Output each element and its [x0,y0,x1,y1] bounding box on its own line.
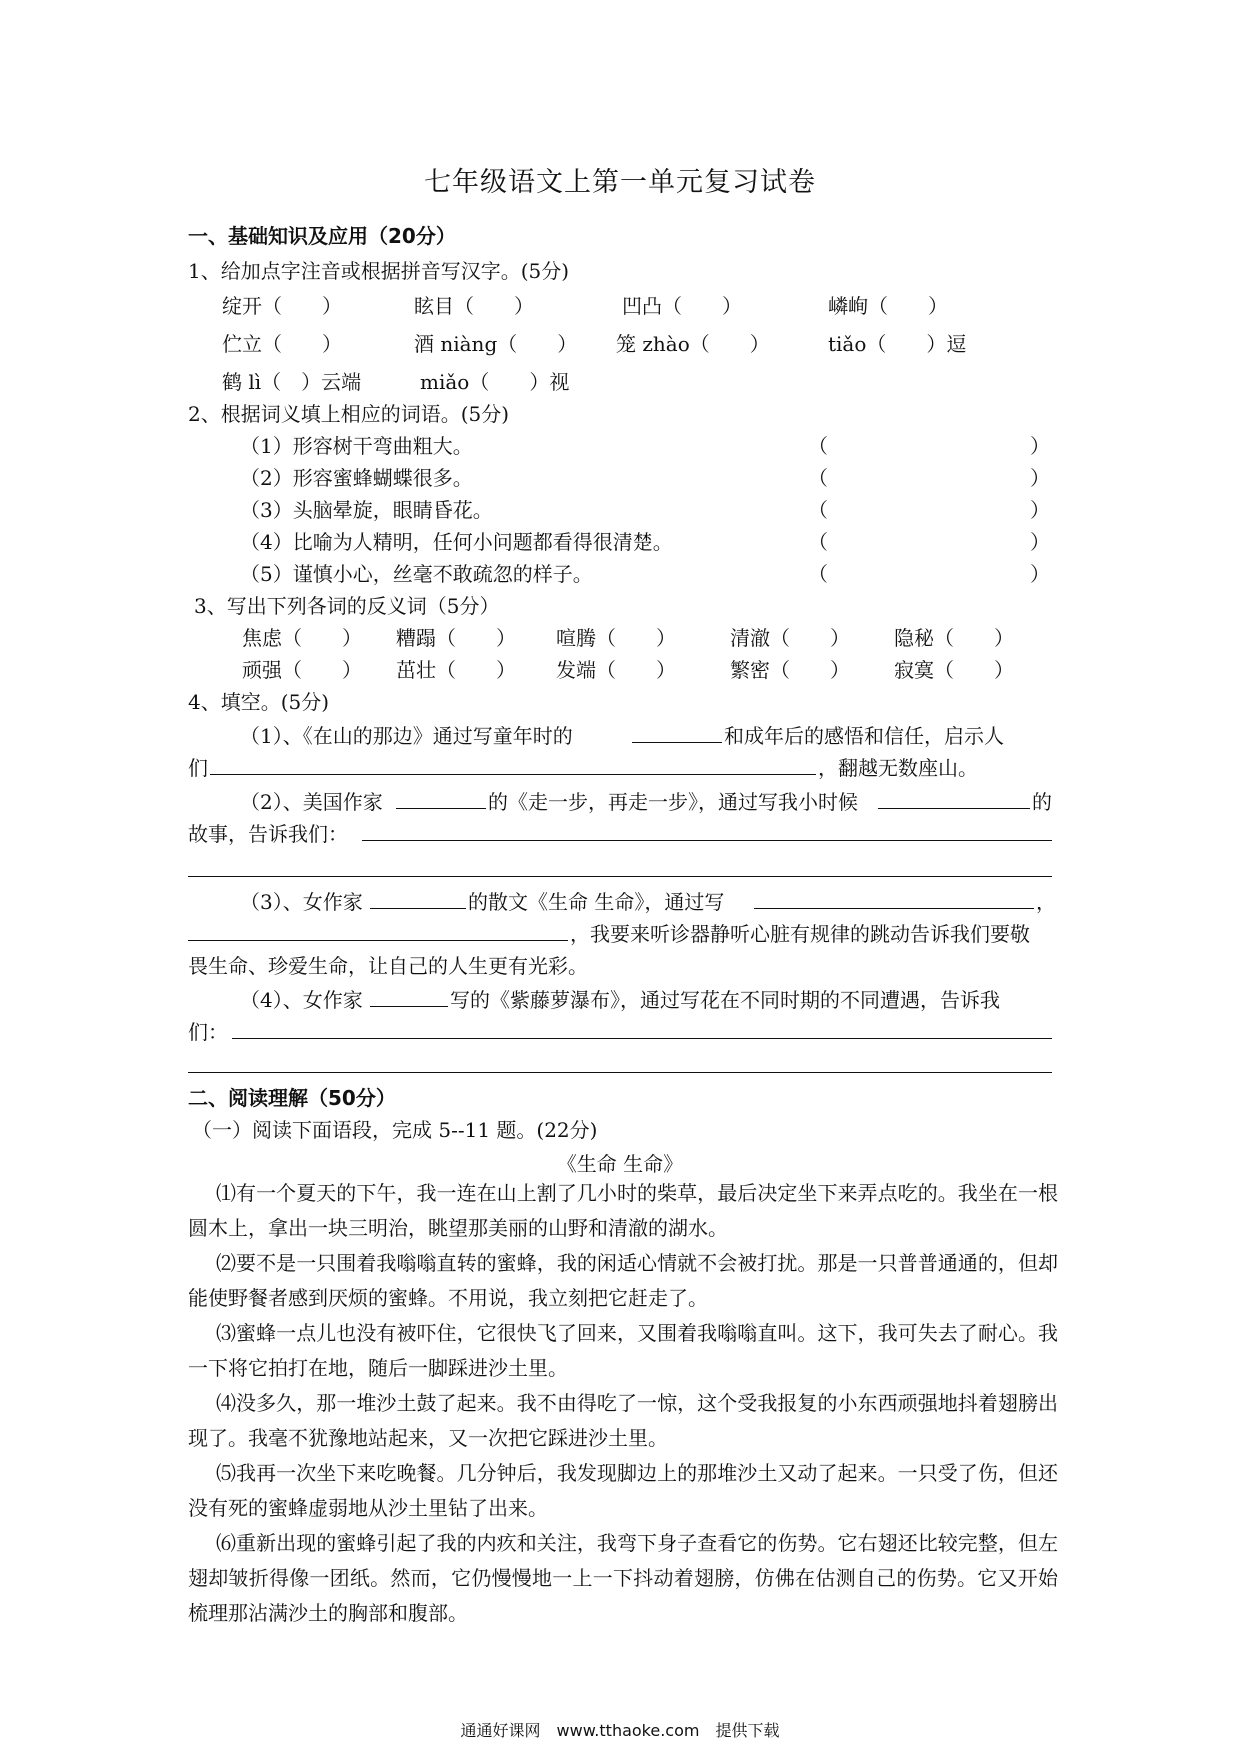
q4-prompt: 4、填空。(5分) [188,690,330,714]
fill-blank[interactable] [188,1072,1052,1073]
fill-blank[interactable] [632,742,722,743]
section1-heading: 一、基础知识及应用（20分） [188,224,456,248]
q3-item: 焦虑（ ） [242,626,362,650]
q4-text: 们 [188,756,208,780]
footer-text: 通通好课网 www.tthaoke.com 提供下载 [460,1721,780,1740]
q3-prompt: 3、写出下列各词的反义词（5分） [194,594,500,618]
q1-item: tiǎo（ ）逗 [828,332,967,356]
passage-paragraph: ⑹重新出现的蜜蜂引起了我的内疚和关注，我弯下身子查看它的伤势。它右翅还比较完整，但左翅却皱折得像一团纸。然而，它仍慢慢地一上一下抖动着翅膀，仿佛在估测自己的伤势。它又开始梳理那沾满沙土的胸部和腹部。 [188,1531,1058,1625]
q1-item: 嶙峋（ ） [828,294,948,318]
q4-text: ，我要来听诊器静听心脏有规律的跳动告诉我们要敬 [570,922,1030,946]
q3-item: 寂寞（ ） [894,658,1014,682]
fill-blank[interactable] [396,808,486,809]
q4-text: （1）、《在山的那边》通过写童年时的 [240,724,573,748]
q1-item: 凹凸（ ） [622,294,742,318]
q1-item: miǎo（ ）视 [420,370,570,394]
answer-paren-close: ） [1030,434,1050,458]
passage-title: 《生命 生命》 [556,1152,684,1176]
q3-item: 喧腾（ ） [556,626,676,650]
q3-item: 糟蹋（ ） [396,626,516,650]
fill-blank[interactable] [232,1038,1052,1039]
q4-text: 的 [1032,790,1052,814]
answer-paren-open[interactable]: （ [808,466,828,490]
answer-paren-open[interactable]: （ [808,562,828,586]
q4-text: 故事，告诉我们： [188,822,348,846]
page-title: 七年级语文上第一单元复习试卷 [424,167,816,198]
answer-paren-close: ） [1030,530,1050,554]
q4-text: （3）、女作家 [240,890,363,914]
section2-heading: 二、阅读理解（50分） [188,1086,396,1110]
fill-blank[interactable] [188,940,568,941]
answer-paren-close: ） [1030,498,1050,522]
q3-item: 清澈（ ） [730,626,850,650]
q4-text: 和成年后的感悟和信任，启示人 [724,724,1004,748]
section2-sub: （一）阅读下面语段，完成 5--11 题。(22分) [192,1118,598,1142]
q2-item: （4）比喻为人精明，任何小问题都看得很清楚。 [240,530,673,554]
passage-paragraph: ⑷没多久，那一堆沙土鼓了起来。我不由得吃了一惊，这个受我报复的小东西顽强地抖着翅膀出现了。我毫不犹豫地站起来，又一次把它踩进沙土里。 [188,1391,1058,1450]
q1-item: 笼 zhào（ ） [616,332,770,356]
q1-prompt: 1、给加点字注音或根据拼音写汉字。(5分) [188,259,570,283]
q3-item: 繁密（ ） [730,658,850,682]
q4-text: ， [1036,890,1056,914]
fill-blank[interactable] [210,774,816,775]
fill-blank[interactable] [370,1006,448,1007]
answer-paren-open[interactable]: （ [808,434,828,458]
q4-text: 们： [188,1020,228,1044]
q3-item: 发端（ ） [556,658,676,682]
passage-paragraph: ⑶蜜蜂一点儿也没有被吓住，它很快飞了回来，又围着我嗡嗡直叫。这下，我可失去了耐心。我一下将它拍打在地，随后一脚踩进沙土里。 [188,1321,1058,1380]
passage-paragraph: ⑵要不是一只围着我嗡嗡直转的蜜蜂，我的闲适心情就不会被打扰。那是一只普普通通的，但却能使野餐者感到厌烦的蜜蜂。不用说，我立刻把它赶走了。 [188,1251,1058,1310]
passage-paragraph: ⑴有一个夏天的下午，我一连在山上割了几小时的柴草，最后决定坐下来弄点吃的。我坐在一根圆木上，拿出一块三明治，眺望那美丽的山野和清澈的湖水。 [188,1181,1058,1240]
q2-item: （5）谨慎小心，丝毫不敢疏忽的样子。 [240,562,593,586]
q2-item: （3）头脑晕旋，眼睛昏花。 [240,498,493,522]
q3-item: 茁壮（ ） [396,658,516,682]
q4-text: 的散文《生命 生命》，通过写 [468,890,725,914]
q4-text: 写的《紫藤萝瀑布》，通过写花在不同时期的不同遭遇，告诉我 [450,988,1000,1012]
q4-text: 畏生命、珍爱生命，让自己的人生更有光彩。 [188,954,588,978]
q4-text: 的《走一步，再走一步》，通过写我小时候 [488,790,858,814]
q4-text: ，翻越无数座山。 [818,756,978,780]
q4-text: （2）、美国作家 [240,790,383,814]
q3-item: 顽强（ ） [242,658,362,682]
fill-blank[interactable] [370,908,466,909]
q1-item: 眩目（ ） [414,294,534,318]
q3-item: 隐秘（ ） [894,626,1014,650]
q1-item: 鹤 lì（ ）云端 [222,370,362,394]
fill-blank[interactable] [188,876,1052,877]
answer-paren-close: ） [1030,466,1050,490]
q1-item: 酒 niàng（ ） [414,332,578,356]
q2-item: （1）形容树干弯曲粗大。 [240,434,473,458]
fill-blank[interactable] [878,808,1030,809]
fill-blank[interactable] [754,908,1034,909]
q4-text: （4）、女作家 [240,988,363,1012]
answer-paren-open[interactable]: （ [808,530,828,554]
q2-prompt: 2、根据词义填上相应的词语。(5分) [188,402,510,426]
answer-paren-close: ） [1030,562,1050,586]
fill-blank[interactable] [362,840,1052,841]
q2-item: （2）形容蜜蜂蝴蝶很多。 [240,466,473,490]
q1-item: 伫立（ ） [222,332,342,356]
answer-paren-open[interactable]: （ [808,498,828,522]
passage-paragraph: ⑸我再一次坐下来吃晚餐。几分钟后，我发现脚边上的那堆沙土又动了起来。一只受了伤，但还没有死的蜜蜂虚弱地从沙土里钻了出来。 [188,1461,1058,1520]
q1-item: 绽开（ ） [222,294,342,318]
